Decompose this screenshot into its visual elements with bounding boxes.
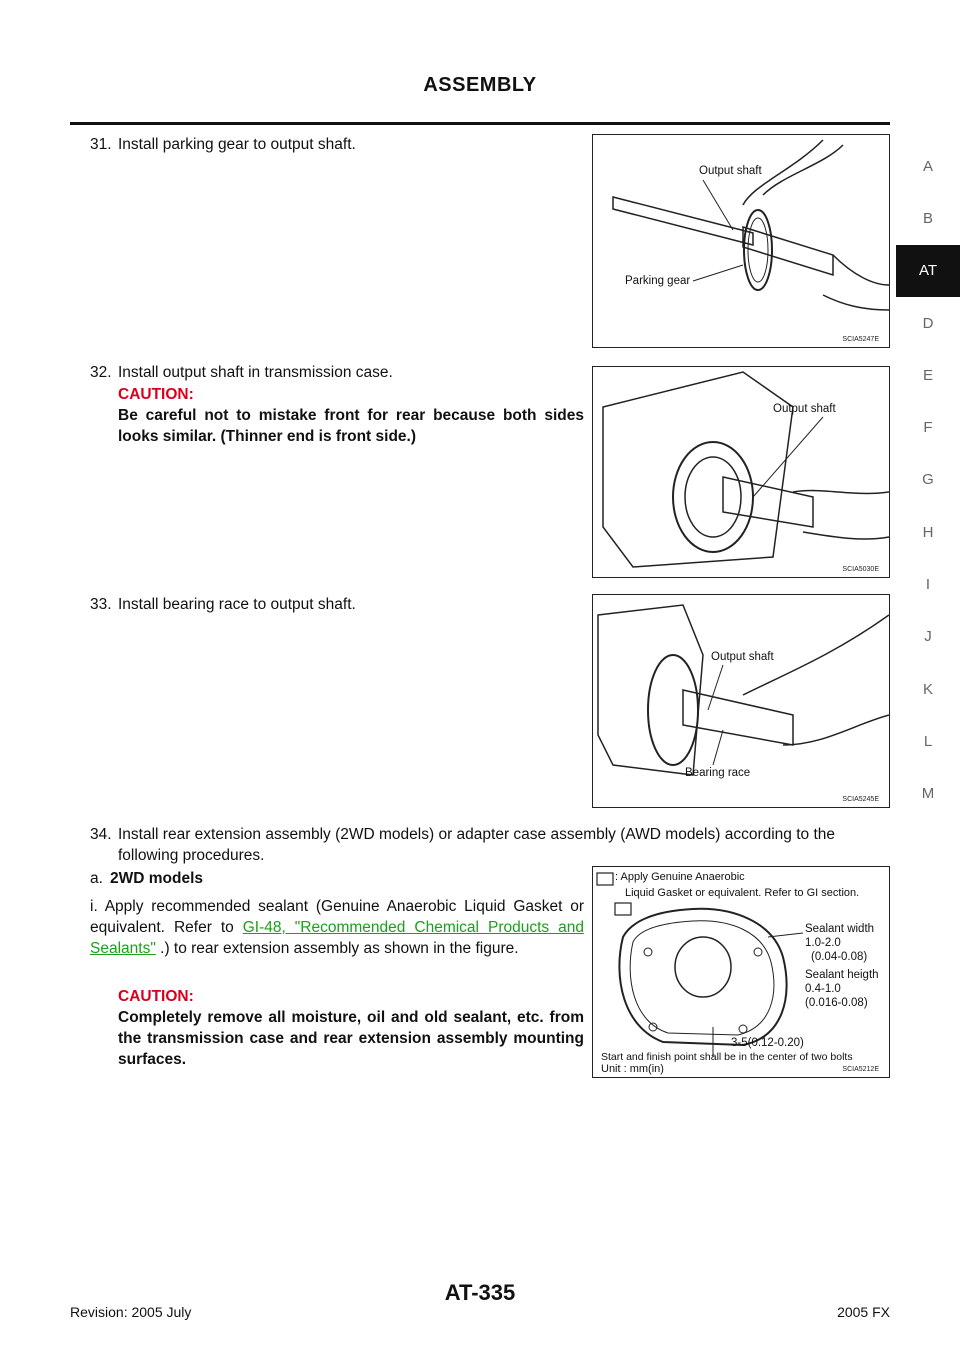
section-tab-j[interactable]: J (924, 628, 932, 646)
note-line: Liquid Gasket or equivalent. Refer to GI section. (625, 887, 860, 899)
figure-value: 0.4-1.0 (805, 983, 841, 995)
figure-code: SCIA5030E (842, 566, 879, 573)
section-tab-a[interactable]: A (922, 157, 933, 175)
figure-label: 3-5(0.12-0.20) (731, 1037, 804, 1049)
step-33 (90, 594, 356, 615)
section-tab-b[interactable]: B (922, 209, 933, 227)
step-number: 32. (90, 364, 112, 381)
step-number: 34. (90, 826, 112, 843)
section-tab-e[interactable]: E (922, 366, 933, 384)
substep-title: 2WD models (110, 870, 204, 887)
caution-text: Be careful not to mistake front for rear because both sides looks similar. (Thinner end is front side.) (118, 407, 584, 445)
substep-a (90, 868, 203, 889)
figure-bearing-race (592, 594, 890, 808)
section-tab-k[interactable]: K (922, 680, 933, 698)
revision-date: Revision: 2005 July (70, 1304, 192, 1320)
substep-text: Apply recommended sealant (Genuine Anaerobic Liquid Gasket or equivalent. Refer to (90, 898, 584, 936)
caution-i (118, 986, 584, 1070)
figure-value: 1.0-2.0 (805, 937, 841, 949)
figure-label: Parking gear (625, 275, 691, 287)
section-tab-h[interactable]: H (922, 523, 934, 541)
step-text: Install output shaft in transmission case. (118, 364, 393, 381)
figure-value: (0.04-0.08) (811, 951, 868, 963)
title-rule (70, 122, 890, 125)
section-tab-m[interactable]: M (921, 785, 935, 803)
figure-code: SCIA5245E (842, 796, 879, 803)
transmission-case-illustration (593, 367, 889, 577)
figure-label: Bearing race (685, 767, 751, 779)
substep-i (90, 896, 584, 959)
section-tab-l[interactable]: L (923, 732, 933, 750)
step-text: Install rear extension assembly (2WD models) or adapter case assembly (AWD models) according to the (118, 826, 836, 843)
caution-32 (118, 384, 584, 447)
figure-sealant (592, 866, 890, 1078)
step-32 (90, 362, 393, 383)
figure-parking-gear (592, 134, 890, 348)
page-title: ASSEMBLY (423, 74, 537, 96)
section-tab-g[interactable]: G (922, 471, 934, 489)
step-34 (90, 824, 890, 866)
caution-label: CAUTION: (118, 988, 194, 1005)
sealant-icon (597, 873, 613, 885)
section-tab-f[interactable]: F (923, 419, 933, 437)
reference-link[interactable]: GI-48, "Recommended Chemical Products and Sealants" (90, 919, 584, 957)
figure-note: Start and finish point shall be in the center of two bolts (601, 1051, 853, 1063)
sealant-icon (615, 903, 631, 915)
step-text: Install bearing race to output shaft. (118, 596, 356, 613)
section-tab-d[interactable]: D (922, 314, 934, 332)
caution-text: Completely remove all moisture, oil and old sealant, etc. from the transmission case and rear extension assembly mounting surfaces. (118, 1009, 584, 1068)
model-year: 2005 FX (837, 1304, 890, 1320)
section-index (896, 140, 960, 820)
step-number: 31. (90, 136, 112, 153)
note-line: : Apply Genuine Anaerobic (615, 871, 745, 883)
substep-label: a. (90, 870, 103, 887)
figure-label: Sealant width (805, 923, 875, 935)
figure-label: Output shaft (711, 651, 774, 663)
unit-note: Unit : mm(in) (601, 1063, 664, 1075)
figure-output-shaft-case (592, 366, 890, 578)
step-text: Install parking gear to output shaft. (118, 136, 356, 153)
page-number: AT-335 (444, 1280, 516, 1305)
section-tab-at[interactable]: AT (896, 245, 960, 297)
figure-code: SCIA5212E (842, 1066, 879, 1073)
figure-label: Sealant heigth (805, 969, 879, 981)
figure-code: SCIA5247E (842, 336, 879, 343)
caution-label: CAUTION: (118, 386, 194, 403)
substep-label: i. (90, 898, 98, 915)
step-text: following procedures. (118, 847, 265, 864)
section-tab-i[interactable]: I (925, 576, 931, 594)
figure-label: Output shaft (699, 165, 762, 177)
step-31 (90, 134, 356, 155)
figure-label: Output shaft (773, 403, 836, 415)
substep-text: .) to rear extension assembly as shown in the figure. (155, 940, 519, 957)
step-number: 33. (90, 596, 112, 613)
figure-value: (0.016-0.08) (805, 997, 868, 1009)
